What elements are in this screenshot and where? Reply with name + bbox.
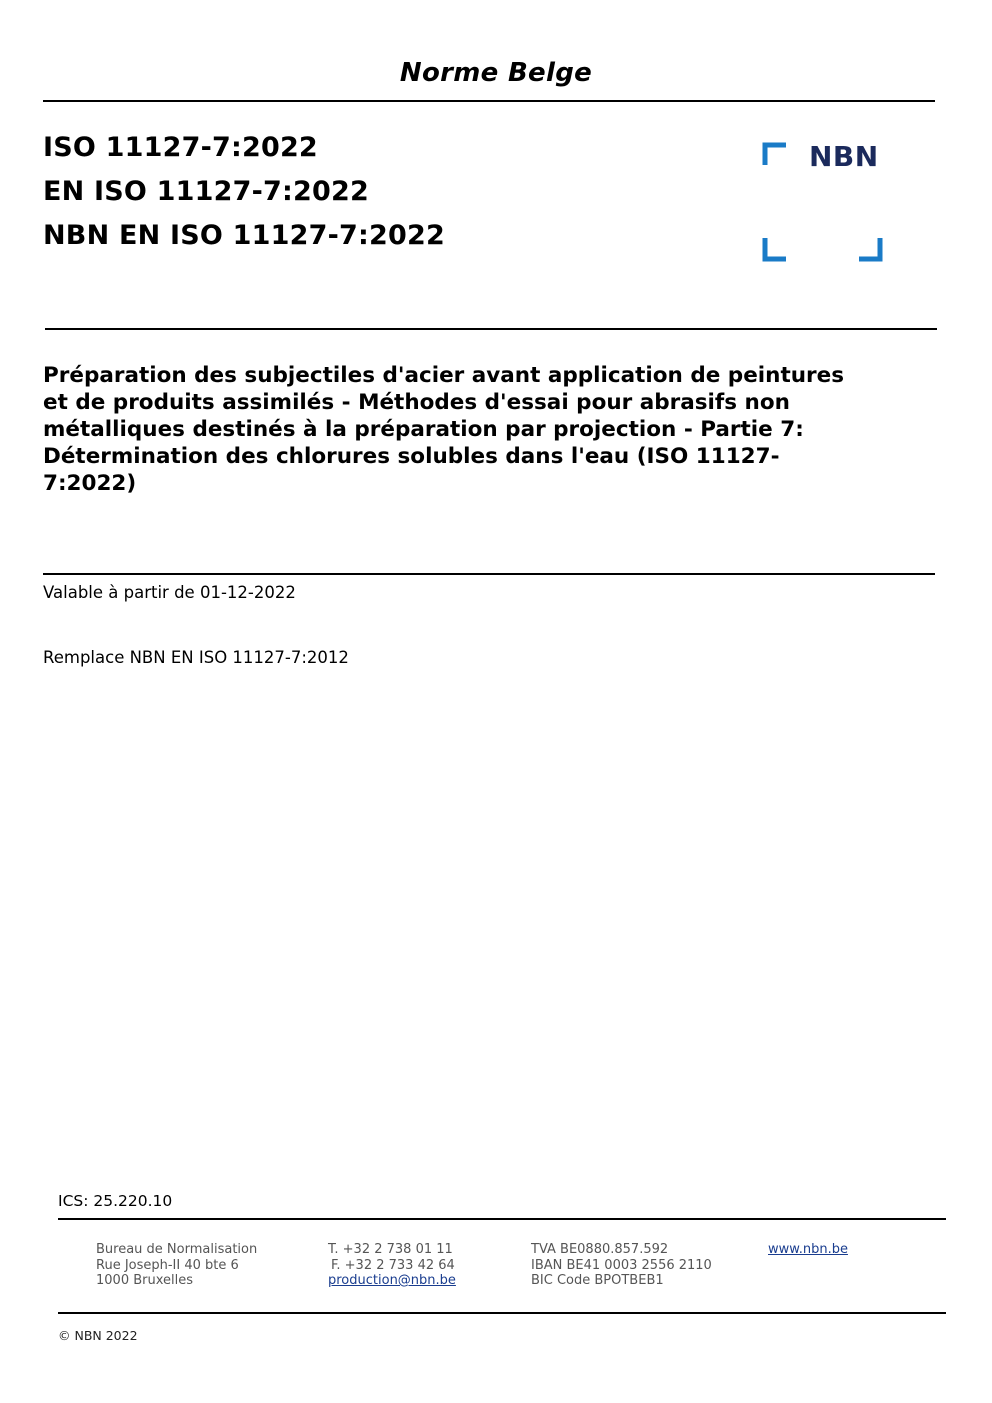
footer-divider-bottom [58,1312,946,1314]
section-divider-1 [45,328,937,330]
address-line-3: 1000 Bruxelles [96,1273,194,1288]
section-divider-2 [43,573,935,575]
standard-code-en: EN ISO 11127-7:2022 [43,176,369,207]
standard-code-iso: ISO 11127-7:2022 [43,132,318,163]
validity-date: Valable à partir de 01-12-2022 [43,583,296,602]
footer-contact [328,1242,456,1289]
website-link[interactable]: www.nbn.be [768,1242,848,1257]
address-line-1: Bureau de Normalisation [96,1242,258,1257]
header-divider [43,100,935,102]
iban-number: IBAN BE41 0003 2556 2110 [531,1257,712,1273]
copyright-notice: © NBN 2022 [58,1328,138,1343]
replaces-note: Remplace NBN EN ISO 11127-7:2012 [43,648,349,667]
document-title: Préparation des subjectiles d'acier avant application de peintures et de produits assimilés - Méthodes d'essai pour abrasifs non métalliques destinés à la préparation par projection - Partie 7: Détermination des chlorures solubles dans l'eau (ISO 11127-7:2022) [43,363,845,496]
vat-number: TVA BE0880.857.592 [531,1242,669,1257]
ics-code: ICS: 25.220.10 [58,1192,173,1210]
footer-banking [531,1242,712,1289]
nbn-logo [760,140,890,265]
address-line-2: Rue Joseph-II 40 bte 6 [96,1257,239,1273]
footer-divider-top [58,1218,946,1220]
bic-code: BIC Code BPOTBEB1 [531,1273,664,1288]
footer-address [96,1242,257,1289]
email-link[interactable]: production@nbn.be [328,1273,456,1288]
fax-number: F. +32 2 733 42 64 [331,1257,455,1273]
footer-website [768,1242,848,1258]
standard-code-nbn: NBN EN ISO 11127-7:2022 [43,220,445,251]
phone-number: T. +32 2 738 01 11 [328,1242,453,1257]
logo-text: NBN [809,140,879,173]
page-header-title: Norme Belge [399,58,593,88]
